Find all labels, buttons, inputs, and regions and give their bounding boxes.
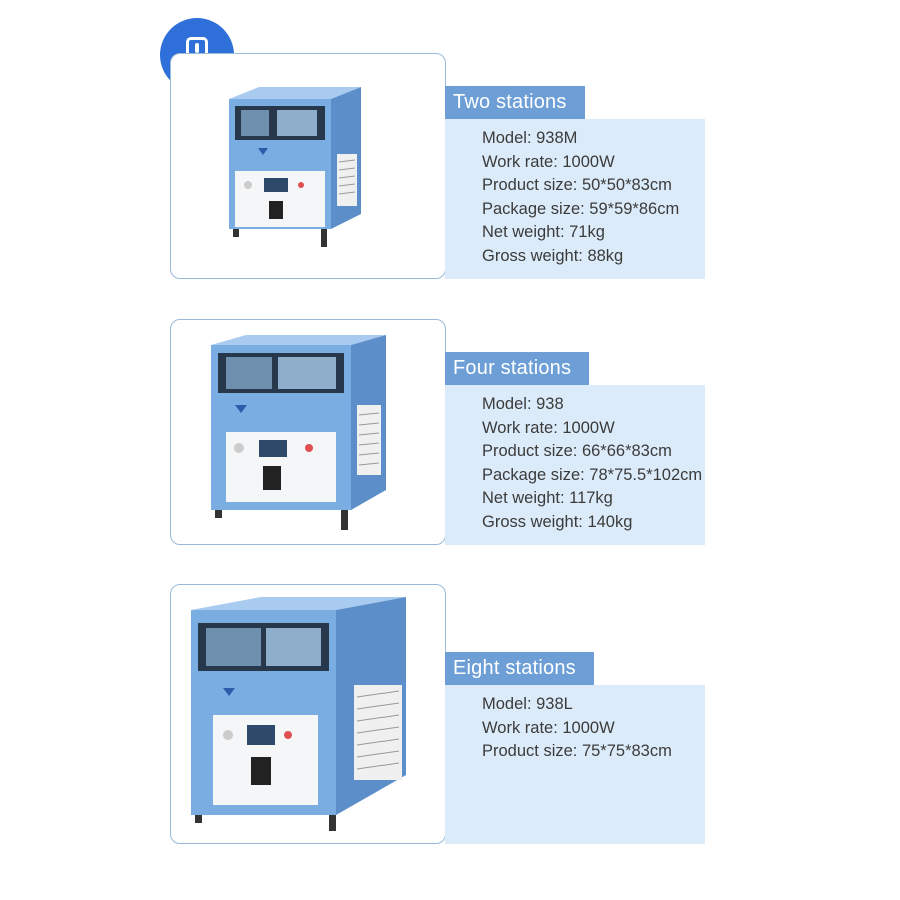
spec-package-size: Package size: 78*75.5*102cm	[482, 465, 703, 484]
section-title: Four stations	[445, 352, 589, 385]
spec-package-size: Package size: 59*59*86cm	[482, 199, 680, 218]
spec-model: Model: 938	[482, 395, 564, 413]
section-title: Two stations	[445, 86, 585, 119]
spec-net-weight: Net weight: 71kg	[482, 223, 605, 241]
spec-model: Model: 938L	[482, 695, 573, 713]
spec-product-size: Product size: 50*50*83cm	[482, 176, 672, 194]
spec-gross-weight: Gross weight: 88kg	[482, 246, 624, 265]
spec-work-rate: Work rate: 1000W	[482, 152, 615, 171]
product-image-frame	[170, 584, 446, 844]
spec-product-size: Product size: 66*66*83cm	[482, 442, 672, 460]
spec-product-size: Product size: 75*75*83cm	[482, 742, 672, 760]
section-title: Eight stations	[445, 652, 594, 685]
spec-gross-weight: Gross weight: 140kg	[482, 512, 633, 531]
spec-panel	[445, 685, 705, 844]
spec-net-weight: Net weight: 117kg	[482, 489, 613, 507]
spec-work-rate: Work rate: 1000W	[482, 718, 615, 737]
spec-work-rate: Work rate: 1000W	[482, 418, 615, 437]
machine-938l-image	[171, 585, 446, 844]
spec-model: Model: 938M	[482, 129, 578, 147]
